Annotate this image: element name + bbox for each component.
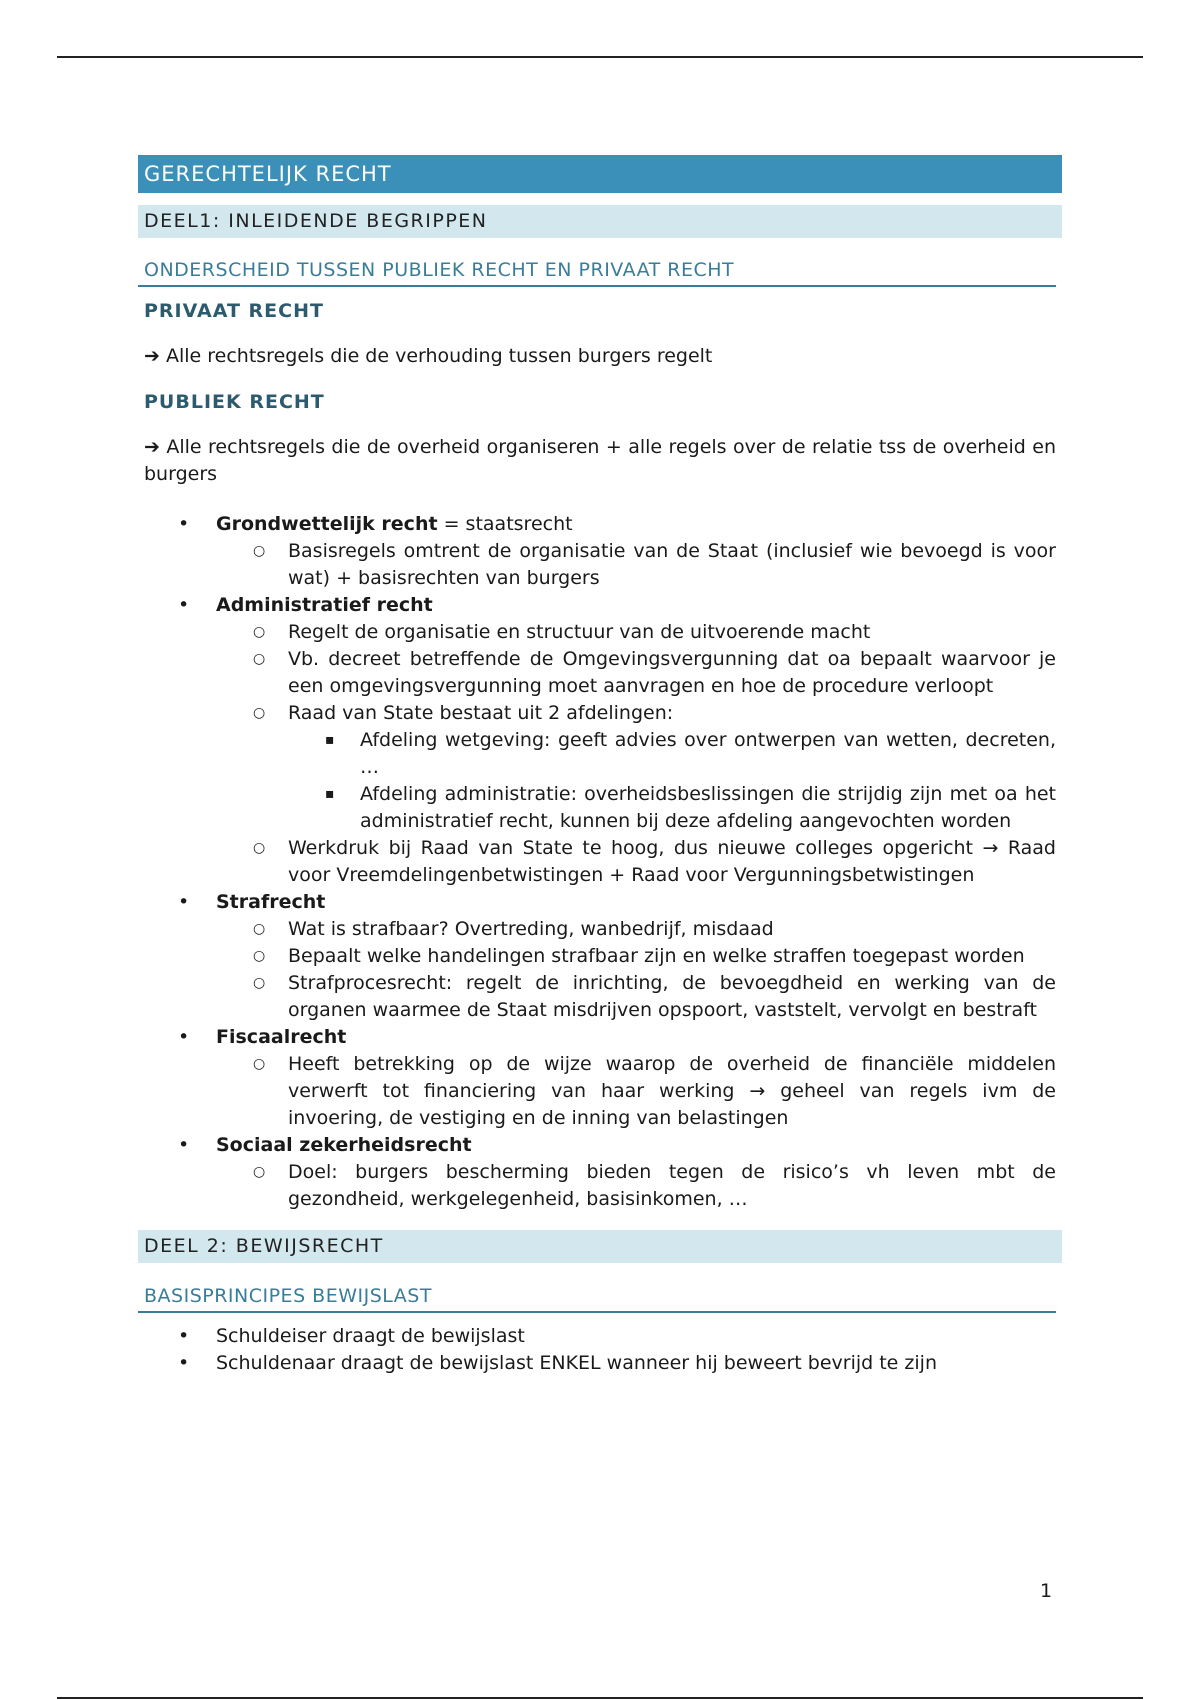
bullet-icon: • [178,1134,190,1156]
list-item: ○ Regelt de organisatie en structuur van de uitvoerende macht [138,619,1062,646]
list-item: • Strafrecht [138,889,1062,916]
list-item: ○ Vb. decreet betreffende de Omgevingsvergunning dat oa bepaalt waarvoor je een omgevingsvergunning moet aanvragen en hoe de procedure verloopt [253,648,1056,697]
list-item: ○ Basisregels omtrent de organisatie van de Staat (inclusief wie bevoegd is voor wat) + basisrechten van burgers [253,540,1056,589]
circle-bullet-icon: ○ [253,948,266,964]
list-item: • Schuldenaar draagt de bewijslast ENKEL wanneer hij beweert bevrijd te zijn [138,1350,1062,1377]
list-item: ○ Wat is strafbaar? Overtreding, wanbedrijf, misdaad [138,916,1062,943]
circle-bullet-icon: ○ [253,1164,266,1180]
document-body [138,155,1062,1377]
privaat-recht-text: ➔ Alle rechtsregels die de verhouding tussen burgers regelt [144,345,713,367]
list-item: ○ Raad van State bestaat uit 2 afdelingen: [138,700,1062,727]
bullet-icon: • [178,1352,190,1374]
section-heading-bewijslast: BASISPRINCIPES BEWIJSLAST [138,1284,1056,1313]
deel1-heading: DEEL1: INLEIDENDE BEGRIPPEN [138,205,1062,238]
square-bullet-icon: ▪ [325,732,335,748]
document-title: GERECHTELIJK RECHT [138,155,1062,193]
bewijslast-list [138,1323,1062,1377]
circle-bullet-icon: ○ [253,840,266,856]
list-item: • Fiscaalrecht [138,1024,1062,1051]
publiek-recht-list [138,511,1062,1213]
list-item: ○ Doel: burgers bescherming bieden tegen de risico’s vh leven mbt de gezondheid, werkgelegenheid, basisinkomen, … [253,1161,1056,1210]
list-item: • Sociaal zekerheidsrecht [138,1132,1062,1159]
bullet-icon: • [178,594,190,616]
bullet-icon: • [178,1325,190,1347]
bullet-icon: • [178,513,190,535]
circle-bullet-icon: ○ [253,705,266,721]
publiek-recht-heading: PUBLIEK RECHT [144,391,325,413]
circle-bullet-icon: ○ [253,624,266,640]
list-item: ○ Heeft betrekking op de wijze waarop de overheid de financiële middelen verwerft tot financiering van haar werking → geheel van regels ivm de invoering, de vestiging en de inning van belastingen [253,1053,1056,1129]
arrow-icon: ➔ [144,436,160,458]
circle-bullet-icon: ○ [253,1056,266,1072]
circle-bullet-icon: ○ [253,543,266,559]
footer-rule [57,1697,1143,1699]
publiek-recht-text: ➔ Alle rechtsregels die de overheid organiseren + alle regels over de relatie tss de overheid en burgers [144,436,1056,485]
list-item: • Grondwettelijk recht = staatsrecht [138,511,1062,538]
bullet-icon: • [178,1026,190,1048]
list-item: ○ Bepaalt welke handelingen strafbaar zijn en welke straffen toegepast worden [138,943,1062,970]
privaat-recht-heading: PRIVAAT RECHT [144,300,324,322]
list-item: • Administratief recht [138,592,1062,619]
list-item: ○ Strafprocesrecht: regelt de inrichting, de bevoegdheid en werking van de organen waarmee de Staat misdrijven opspoort, vaststelt, vervolgt en bestraft [253,972,1056,1021]
list-item: ▪ Afdeling wetgeving: geeft advies over ontwerpen van wetten, decreten, … [325,729,1056,778]
deel2-heading: DEEL 2: BEWIJSRECHT [138,1230,1062,1263]
list-item: • Schuldeiser draagt de bewijslast [138,1323,1062,1350]
page-number: 1 [1040,1580,1053,1602]
circle-bullet-icon: ○ [253,651,266,667]
section-heading-onderscheid: ONDERSCHEID TUSSEN PUBLIEK RECHT EN PRIVAAT RECHT [138,258,1056,287]
arrow-icon: ➔ [144,345,160,367]
bullet-icon: • [178,891,190,913]
list-item: ▪ Afdeling administratie: overheidsbeslissingen die strijdig zijn met oa het administratief recht, kunnen bij deze afdeling aangevochten worden [325,783,1056,832]
list-item: ○ Werkdruk bij Raad van State te hoog, dus nieuwe colleges opgericht → Raad voor Vreemdelingenbetwistingen + Raad voor Vergunningsbetwistingen [253,837,1056,886]
circle-bullet-icon: ○ [253,921,266,937]
header-rule [57,56,1143,58]
square-bullet-icon: ▪ [325,786,335,802]
circle-bullet-icon: ○ [253,975,266,991]
